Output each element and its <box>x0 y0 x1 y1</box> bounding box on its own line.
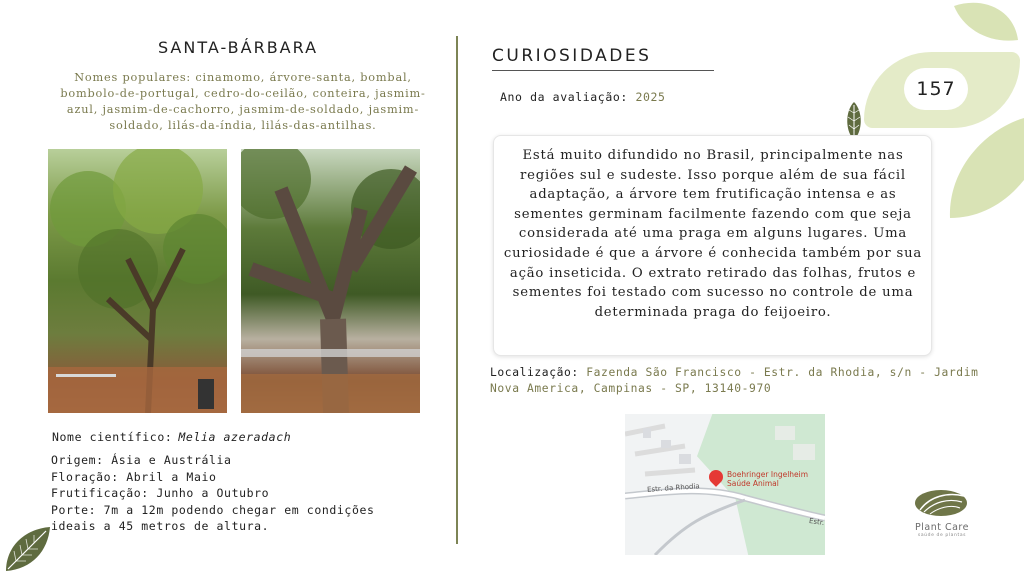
page-number-badge: 157 <box>904 68 968 110</box>
plant-care-logo-icon <box>914 488 968 518</box>
brand-name: Plant Care <box>915 522 969 533</box>
size: Porte: 7m a 12m podendo chegar em condições ideais a 45 metros de altura. <box>51 502 375 533</box>
scientific-label: Nome científico: <box>52 430 173 444</box>
plant-common-name: SANTA-BÁRBARA <box>157 38 319 57</box>
scientific-name-row <box>52 430 291 444</box>
scientific-name: Melia azeradach <box>178 430 292 444</box>
brand-tagline: saúde de plantas <box>917 533 967 538</box>
origin: Origem: Ásia e Austrália <box>51 453 232 467</box>
tree-trunk-photo <box>241 149 420 413</box>
leaf-icon <box>2 525 52 573</box>
flowering: Floração: Abril a Maio <box>51 469 217 484</box>
location <box>490 365 990 397</box>
fruiting: Frutificação: Junho a Outubro <box>51 486 270 500</box>
map-road-label: Estr. da Rhodia <box>646 482 700 494</box>
section-title: CURIOSIDADES <box>492 46 652 66</box>
column-divider <box>456 36 458 544</box>
curiosity-text: Está muito difundido no Brasil, principalmente nas regiões sul e sudeste. Isso porque além de sua fácil adaptação, a árvore tem frutificação intensa e as sementes germinam facilmente fazendo com que seja considerada até uma praga em alguns lugares. Uma curiosidade é que a árvore é conhecida também por sua ação inseticida. O extrato retirado das folhas, frutos e sementes foi testado com sucesso no controle de uma determinada praga do feijoeiro. <box>503 148 923 320</box>
tree-photo-full <box>48 149 227 413</box>
location-map[interactable] <box>625 414 825 555</box>
title-underline <box>492 70 714 71</box>
map-road-label-2: Estr. <box>808 516 825 528</box>
evaluation-year <box>500 90 666 104</box>
popular-names: Nomes populares: cinamomo, árvore-santa, bombal, bombolo-de-portugal, cedro-do-ceilão, conteira, jasmim-azul, jasmim-de-cachorro, jasmim-de-soldado, jasmim-soldado, lilás-da-índia, lilás-das-antilhas. <box>60 71 426 132</box>
location-label: Localização: <box>490 366 579 379</box>
year-value: 2025 <box>635 90 666 104</box>
year-label: Ano da avaliação: <box>500 90 628 104</box>
plant-facts <box>51 452 411 535</box>
map-place-label[interactable]: Boehringer Ingelheim Saúde Animal <box>727 470 809 488</box>
location-value: Fazenda São Francisco - Estr. da Rhodia, s/n - Jardim Nova America, Campinas - SP, 13140-970 <box>490 366 979 395</box>
